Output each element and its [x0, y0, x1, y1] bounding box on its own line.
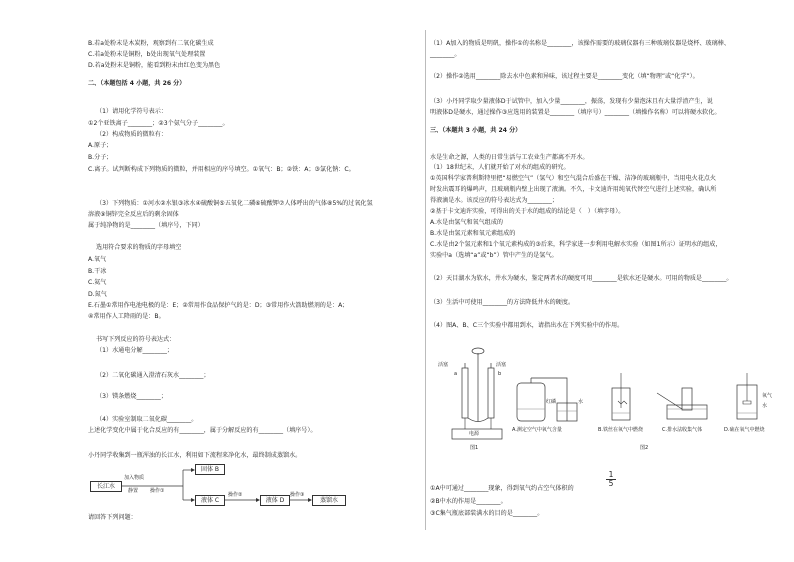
flow-label-op2: 操作② — [228, 492, 243, 498]
text-line: 上述化学变化中属于化合反应的有________，属于分解反应的有________（填序号）。 — [88, 427, 317, 434]
fig1-valve-right-label: 活塞 — [496, 362, 507, 368]
fraction-numerator: 1 — [608, 470, 614, 479]
text-line: A.原子； — [88, 142, 113, 149]
purification-flowchart — [88, 460, 388, 510]
text-line: （3）小丹同学取少量液体D于试管中，加入少量________，振荡，发现有少量泡沫且有大量浮渣产生，说 — [430, 98, 713, 105]
text-line: （2）天目湖水为软水，井水为硬水，鉴定两者水的硬度可用________是软水还是硬水。可用的物质是________。 — [430, 275, 733, 282]
fig-d-water-label: 水 — [762, 403, 768, 409]
fig1-tube-b-label: b — [498, 371, 502, 377]
flow-label-add: 加入物质 — [124, 475, 145, 481]
text-line: C.氦气 — [88, 279, 107, 286]
text-line: D.若a处粉末是铜粉，能看到粉末由红色变为黑色 — [88, 62, 221, 69]
text-line: A.氧气 — [88, 256, 107, 263]
text-line: 得液滴是水。该反应的符号表达式为________； — [430, 197, 558, 204]
text-line: （3）生活中可使用________的方法降低井水的硬度。 — [430, 299, 575, 306]
text-line: 时发出震耳的爆鸣声，且玻璃瓶内壁上出现了液滴。不久，卡文迪许用纯氧代替空气进行上述实验，确认所 — [430, 186, 717, 193]
caption-d: D.硫在氧气中燃烧 — [724, 427, 765, 433]
text-line: ②B中水的作用是________。 — [430, 498, 507, 505]
text-line: D.氮气 — [88, 291, 107, 298]
text-line: （1）请用化学符号表示： — [96, 108, 167, 115]
flow-box-liquid-d: 液体 D — [260, 495, 290, 506]
text-line: B.若a处粉末是木炭粉，观察到有二氧化碳生成 — [88, 40, 214, 47]
text-line: ③C集气瓶底部装满水的目的是________。 — [430, 510, 544, 517]
text-line: （2）构成物质的微粒有： — [96, 131, 167, 138]
text-line: （1）18世纪末，人们就开始了对水的组成的研究。 — [430, 164, 570, 171]
text-line: （3）下列物质：①河水②水银③冰水④硫酸铜⑤五氧化二磷⑥硫酸钾⑦人体呼出的气体⑧5%的过氧化氢 — [96, 200, 373, 207]
section-heading: 二、（本题包括 4 小题，共 26 分） — [88, 80, 186, 87]
experiment-figure — [432, 333, 792, 483]
caption-c: C.排水法收集气体 — [662, 427, 703, 433]
fig1-power-label: 电源 — [469, 431, 480, 437]
caption-a: A.测定空气中氧气含量 — [512, 427, 562, 433]
flow-label-op3: 操作③ — [290, 492, 305, 498]
fig1-caption: 图1 — [470, 445, 479, 451]
flow-box-river-water: 长江水 — [90, 481, 122, 492]
fraction-denominator: 5 — [608, 479, 614, 488]
text-line: （3）镁条燃烧________； — [96, 393, 167, 400]
text-line: ①2个亚铁离子________；②3个氨气分子________。 — [88, 120, 229, 127]
flow-box-liquid-c: 液体 C — [195, 495, 225, 506]
text-line: 实验中a（选填“a”或“b”）管中产生的是氢气。 — [430, 252, 558, 259]
fig-a-water-label: 水 — [578, 399, 584, 405]
text-line: B.分子； — [88, 154, 113, 161]
text-line: （4）实验室制取二氧化碳________。 — [96, 416, 198, 423]
text-line: （4）图A、B、C三个实验中都用到水，请指出水在下列实验中的作用。 — [430, 322, 624, 329]
fig1-tube-a-label: a — [454, 371, 458, 377]
fig-a-red-p-label: 红磷 — [546, 399, 557, 405]
fig1-valve-left-label: 活塞 — [438, 362, 449, 368]
flow-box-distilled: 蒸馏水 — [312, 495, 346, 506]
text-line: 属于纯净物的是________（填序号，下同） — [88, 222, 204, 229]
text-line: 溶液⑨铜锌完全反应后的剩余固体 — [88, 211, 179, 218]
flow-label-settle: 静置 — [128, 488, 139, 494]
text-line: C.若a处粉末是铜粉，b处出现氧气处理装置 — [88, 51, 206, 58]
fraction-one-fifth — [606, 471, 616, 488]
flow-box-solid-b: 固体 B — [195, 464, 225, 475]
text-line: （2）操作②选用________除去水中色素和异味，该过程主要是________变化（填“物理”或“化学”）。 — [430, 73, 699, 80]
column-divider — [425, 30, 426, 530]
text-line: B.水是由氢元素和氧元素组成的 — [430, 230, 516, 237]
text-line: A.水是由氢气和氧气组成的 — [430, 219, 504, 226]
text-line: （1）水通电分解________； — [96, 347, 174, 354]
text-line: 选用符合要求的物质的字母填空 — [96, 244, 182, 251]
text-line: 明液体D是硬水，通过操作③应选用的装置是________（填序号）________（填操作名称）可以将硬水软化。 — [430, 109, 721, 116]
caption-b: B.铁丝在氧气中燃烧 — [598, 427, 644, 433]
text-line: B.干冰 — [88, 268, 107, 275]
text-line: ④常用作人工降雨的是：B。 — [88, 313, 165, 320]
fig2-caption: 图2 — [640, 445, 649, 451]
text-line: 请回答下列问题： — [88, 514, 137, 521]
text-line: E.石墨①常用作电池电极的是：E；②常用作食品保护气的是：D；③常用作火箭助燃剂的是：A； — [88, 302, 349, 309]
text-line: C.水是由2个氢元素和1个氧元素构成的③后来，科学家进一步利用电解水实验（如图1所示）证明水的组成， — [430, 241, 722, 248]
text-line: 小丹同学收集到一瓶浑浊的长江水，利用如下流程来净化水，最终制成蒸馏水。 — [88, 452, 302, 459]
text-line: ①A中可通过________现象，得到氧气约占空气体积的 — [430, 485, 574, 492]
text-line: C.离子。试判断构成下列物质的微粒，并用相应的序号填空。①氧气：B；②铁：A；③氯化钠：C。 — [88, 166, 355, 173]
section-heading: 三、（本题共 3 小题，共 24 分） — [430, 127, 522, 134]
text-line: ①英国科学家普利斯特里把“易燃空气”（氢气）和空气混合后盛在干燥、洁净的玻璃瓶中，当用电火花点火 — [430, 175, 716, 182]
text-line: ________。 — [430, 51, 461, 58]
text-line: 书写下列反应的符号表达式： — [96, 336, 176, 343]
experiment-drawing — [432, 333, 792, 483]
text-line: （1）A加入的物质是明矾，操作①的名称是________，该操作需要的玻璃仪器有三种玻璃仪器是烧杯、玻璃棒、 — [430, 40, 730, 47]
text-line: ②基于卡文迪许实验，可得出的关于水的组成的结论是（ ）（填字母）。 — [430, 208, 625, 215]
text-line: 水是生命之源，人类的日常生活与工农业生产都离不开水。 — [430, 154, 589, 161]
text-line: （2）二氧化碳通入澄清石灰水________； — [96, 372, 210, 379]
fig-d-oxygen-label: 氧气 — [762, 393, 773, 399]
flow-label-op1: 操作① — [150, 488, 165, 494]
